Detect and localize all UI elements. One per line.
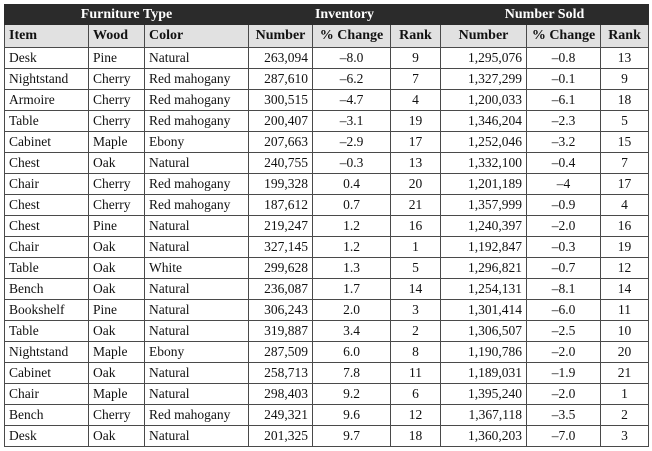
cell-sold-change: –2.0 xyxy=(527,216,601,237)
cell-color: Natural xyxy=(145,153,249,174)
cell-color: White xyxy=(145,258,249,279)
table-row xyxy=(5,279,649,300)
cell-color: Red mahogany xyxy=(145,195,249,216)
cell-inventory-rank: 16 xyxy=(391,216,441,237)
cell-sold-rank: 10 xyxy=(601,321,649,342)
cell-inventory-number: 200,407 xyxy=(249,111,313,132)
furniture-data-table xyxy=(4,4,649,447)
cell-inventory-change: 7.8 xyxy=(313,363,391,384)
cell-inventory-change: –3.1 xyxy=(313,111,391,132)
cell-inventory-rank: 7 xyxy=(391,69,441,90)
cell-sold-change: –4 xyxy=(527,174,601,195)
cell-inventory-rank: 21 xyxy=(391,195,441,216)
cell-item: Chest xyxy=(5,153,89,174)
cell-item: Nightstand xyxy=(5,342,89,363)
cell-sold-change: –0.9 xyxy=(527,195,601,216)
column-header-inventory-change: % Change xyxy=(313,25,391,48)
cell-sold-number: 1,201,189 xyxy=(441,174,527,195)
cell-sold-change: –2.0 xyxy=(527,384,601,405)
cell-item: Table xyxy=(5,258,89,279)
cell-sold-rank: 12 xyxy=(601,258,649,279)
table-row xyxy=(5,384,649,405)
cell-color: Red mahogany xyxy=(145,405,249,426)
cell-color: Natural xyxy=(145,237,249,258)
cell-sold-rank: 16 xyxy=(601,216,649,237)
table-row xyxy=(5,426,649,447)
cell-inventory-change: 2.0 xyxy=(313,300,391,321)
cell-sold-number: 1,327,299 xyxy=(441,69,527,90)
cell-item: Table xyxy=(5,111,89,132)
cell-inventory-number: 201,325 xyxy=(249,426,313,447)
cell-color: Natural xyxy=(145,279,249,300)
cell-sold-rank: 18 xyxy=(601,90,649,111)
table-row xyxy=(5,153,649,174)
cell-color: Natural xyxy=(145,216,249,237)
cell-color: Natural xyxy=(145,426,249,447)
cell-inventory-number: 327,145 xyxy=(249,237,313,258)
cell-inventory-rank: 1 xyxy=(391,237,441,258)
cell-sold-change: –0.1 xyxy=(527,69,601,90)
cell-wood: Maple xyxy=(89,384,145,405)
cell-item: Chair xyxy=(5,237,89,258)
cell-item: Bench xyxy=(5,405,89,426)
cell-sold-number: 1,295,076 xyxy=(441,48,527,69)
table-row xyxy=(5,363,649,384)
cell-color: Natural xyxy=(145,300,249,321)
cell-sold-number: 1,200,033 xyxy=(441,90,527,111)
cell-inventory-number: 306,243 xyxy=(249,300,313,321)
cell-sold-number: 1,346,204 xyxy=(441,111,527,132)
cell-inventory-rank: 18 xyxy=(391,426,441,447)
cell-color: Red mahogany xyxy=(145,90,249,111)
cell-sold-number: 1,357,999 xyxy=(441,195,527,216)
cell-inventory-rank: 9 xyxy=(391,48,441,69)
cell-wood: Pine xyxy=(89,216,145,237)
cell-inventory-change: 1.3 xyxy=(313,258,391,279)
cell-inventory-number: 299,628 xyxy=(249,258,313,279)
cell-inventory-rank: 5 xyxy=(391,258,441,279)
table-row xyxy=(5,69,649,90)
cell-sold-number: 1,296,821 xyxy=(441,258,527,279)
cell-item: Cabinet xyxy=(5,363,89,384)
cell-sold-rank: 3 xyxy=(601,426,649,447)
table-row xyxy=(5,405,649,426)
cell-item: Chest xyxy=(5,216,89,237)
table-row xyxy=(5,300,649,321)
cell-inventory-change: –8.0 xyxy=(313,48,391,69)
cell-sold-change: –3.2 xyxy=(527,132,601,153)
cell-sold-rank: 21 xyxy=(601,363,649,384)
cell-inventory-rank: 4 xyxy=(391,90,441,111)
cell-sold-number: 1,301,414 xyxy=(441,300,527,321)
cell-color: Natural xyxy=(145,363,249,384)
cell-item: Nightstand xyxy=(5,69,89,90)
table-row xyxy=(5,258,649,279)
cell-inventory-rank: 19 xyxy=(391,111,441,132)
cell-inventory-rank: 6 xyxy=(391,384,441,405)
cell-sold-change: –1.9 xyxy=(527,363,601,384)
group-header-row xyxy=(5,5,649,25)
cell-sold-number: 1,360,203 xyxy=(441,426,527,447)
cell-inventory-number: 187,612 xyxy=(249,195,313,216)
cell-color: Ebony xyxy=(145,132,249,153)
cell-inventory-change: 9.7 xyxy=(313,426,391,447)
cell-sold-change: –8.1 xyxy=(527,279,601,300)
cell-color: Ebony xyxy=(145,342,249,363)
table-row xyxy=(5,216,649,237)
cell-item: Chest xyxy=(5,195,89,216)
cell-item: Bookshelf xyxy=(5,300,89,321)
cell-sold-change: –0.4 xyxy=(527,153,601,174)
group-header-number-sold: Number Sold xyxy=(441,5,649,25)
column-header-sold-number: Number xyxy=(441,25,527,48)
cell-sold-change: –6.0 xyxy=(527,300,601,321)
column-header-item: Item xyxy=(5,25,89,48)
cell-sold-change: –0.3 xyxy=(527,237,601,258)
cell-inventory-number: 258,713 xyxy=(249,363,313,384)
cell-inventory-change: 1.2 xyxy=(313,237,391,258)
cell-color: Natural xyxy=(145,321,249,342)
cell-inventory-number: 287,509 xyxy=(249,342,313,363)
column-header-row xyxy=(5,25,649,48)
cell-sold-number: 1,252,046 xyxy=(441,132,527,153)
cell-sold-rank: 15 xyxy=(601,132,649,153)
cell-item: Chair xyxy=(5,174,89,195)
cell-sold-rank: 9 xyxy=(601,69,649,90)
cell-sold-number: 1,332,100 xyxy=(441,153,527,174)
cell-inventory-change: 6.0 xyxy=(313,342,391,363)
cell-inventory-change: 1.2 xyxy=(313,216,391,237)
cell-sold-number: 1,254,131 xyxy=(441,279,527,300)
group-header-inventory: Inventory xyxy=(249,5,441,25)
cell-inventory-change: 9.2 xyxy=(313,384,391,405)
cell-inventory-number: 300,515 xyxy=(249,90,313,111)
cell-inventory-number: 240,755 xyxy=(249,153,313,174)
cell-sold-rank: 1 xyxy=(601,384,649,405)
cell-wood: Cherry xyxy=(89,90,145,111)
cell-sold-change: –2.5 xyxy=(527,321,601,342)
cell-inventory-change: 3.4 xyxy=(313,321,391,342)
table-row xyxy=(5,48,649,69)
cell-wood: Pine xyxy=(89,300,145,321)
cell-sold-change: –2.3 xyxy=(527,111,601,132)
cell-item: Bench xyxy=(5,279,89,300)
cell-sold-number: 1,189,031 xyxy=(441,363,527,384)
cell-item: Armoire xyxy=(5,90,89,111)
cell-inventory-number: 236,087 xyxy=(249,279,313,300)
cell-inventory-change: –2.9 xyxy=(313,132,391,153)
furniture-table-wrapper xyxy=(4,4,649,447)
column-header-inventory-number: Number xyxy=(249,25,313,48)
cell-wood: Oak xyxy=(89,237,145,258)
cell-item: Chair xyxy=(5,384,89,405)
cell-inventory-number: 298,403 xyxy=(249,384,313,405)
cell-inventory-change: 1.7 xyxy=(313,279,391,300)
cell-sold-number: 1,190,786 xyxy=(441,342,527,363)
cell-wood: Oak xyxy=(89,258,145,279)
table-row xyxy=(5,342,649,363)
cell-wood: Cherry xyxy=(89,69,145,90)
cell-inventory-rank: 17 xyxy=(391,132,441,153)
table-row xyxy=(5,174,649,195)
cell-sold-rank: 17 xyxy=(601,174,649,195)
cell-inventory-rank: 3 xyxy=(391,300,441,321)
cell-sold-rank: 7 xyxy=(601,153,649,174)
cell-inventory-change: 9.6 xyxy=(313,405,391,426)
cell-wood: Cherry xyxy=(89,111,145,132)
table-row xyxy=(5,111,649,132)
cell-inventory-change: –4.7 xyxy=(313,90,391,111)
column-header-inventory-rank: Rank xyxy=(391,25,441,48)
cell-color: Natural xyxy=(145,384,249,405)
cell-wood: Pine xyxy=(89,48,145,69)
table-row xyxy=(5,132,649,153)
table-body xyxy=(5,48,649,447)
cell-wood: Maple xyxy=(89,132,145,153)
cell-item: Desk xyxy=(5,426,89,447)
cell-wood: Maple xyxy=(89,342,145,363)
cell-inventory-rank: 8 xyxy=(391,342,441,363)
cell-sold-number: 1,395,240 xyxy=(441,384,527,405)
cell-sold-number: 1,240,397 xyxy=(441,216,527,237)
cell-wood: Cherry xyxy=(89,195,145,216)
cell-inventory-number: 263,094 xyxy=(249,48,313,69)
cell-inventory-rank: 13 xyxy=(391,153,441,174)
cell-wood: Oak xyxy=(89,363,145,384)
cell-sold-rank: 11 xyxy=(601,300,649,321)
cell-sold-rank: 4 xyxy=(601,195,649,216)
cell-color: Red mahogany xyxy=(145,174,249,195)
cell-inventory-rank: 14 xyxy=(391,279,441,300)
cell-inventory-number: 287,610 xyxy=(249,69,313,90)
cell-sold-rank: 5 xyxy=(601,111,649,132)
cell-color: Red mahogany xyxy=(145,111,249,132)
table-row xyxy=(5,90,649,111)
cell-sold-rank: 13 xyxy=(601,48,649,69)
cell-sold-change: –2.0 xyxy=(527,342,601,363)
cell-sold-change: –7.0 xyxy=(527,426,601,447)
cell-inventory-number: 219,247 xyxy=(249,216,313,237)
cell-inventory-change: –0.3 xyxy=(313,153,391,174)
cell-color: Natural xyxy=(145,48,249,69)
column-header-sold-change: % Change xyxy=(527,25,601,48)
table-row xyxy=(5,237,649,258)
cell-sold-rank: 19 xyxy=(601,237,649,258)
cell-inventory-change: 0.4 xyxy=(313,174,391,195)
table-row xyxy=(5,321,649,342)
cell-sold-number: 1,306,507 xyxy=(441,321,527,342)
cell-sold-number: 1,192,847 xyxy=(441,237,527,258)
group-header-furniture-type: Furniture Type xyxy=(5,5,249,25)
cell-item: Desk xyxy=(5,48,89,69)
cell-item: Table xyxy=(5,321,89,342)
column-header-wood: Wood xyxy=(89,25,145,48)
column-header-sold-rank: Rank xyxy=(601,25,649,48)
cell-sold-change: –0.8 xyxy=(527,48,601,69)
cell-inventory-number: 207,663 xyxy=(249,132,313,153)
cell-sold-change: –6.1 xyxy=(527,90,601,111)
cell-item: Cabinet xyxy=(5,132,89,153)
cell-wood: Cherry xyxy=(89,174,145,195)
cell-inventory-number: 319,887 xyxy=(249,321,313,342)
cell-color: Red mahogany xyxy=(145,69,249,90)
cell-inventory-number: 249,321 xyxy=(249,405,313,426)
cell-wood: Oak xyxy=(89,153,145,174)
cell-wood: Oak xyxy=(89,321,145,342)
cell-sold-rank: 14 xyxy=(601,279,649,300)
cell-inventory-change: –6.2 xyxy=(313,69,391,90)
cell-inventory-rank: 2 xyxy=(391,321,441,342)
cell-sold-rank: 20 xyxy=(601,342,649,363)
cell-wood: Oak xyxy=(89,426,145,447)
cell-wood: Oak xyxy=(89,279,145,300)
column-header-color: Color xyxy=(145,25,249,48)
cell-sold-number: 1,367,118 xyxy=(441,405,527,426)
table-row xyxy=(5,195,649,216)
cell-inventory-rank: 20 xyxy=(391,174,441,195)
cell-inventory-rank: 12 xyxy=(391,405,441,426)
cell-sold-change: –3.5 xyxy=(527,405,601,426)
cell-inventory-change: 0.7 xyxy=(313,195,391,216)
cell-sold-change: –0.7 xyxy=(527,258,601,279)
cell-inventory-number: 199,328 xyxy=(249,174,313,195)
cell-sold-rank: 2 xyxy=(601,405,649,426)
cell-inventory-rank: 11 xyxy=(391,363,441,384)
cell-wood: Cherry xyxy=(89,405,145,426)
